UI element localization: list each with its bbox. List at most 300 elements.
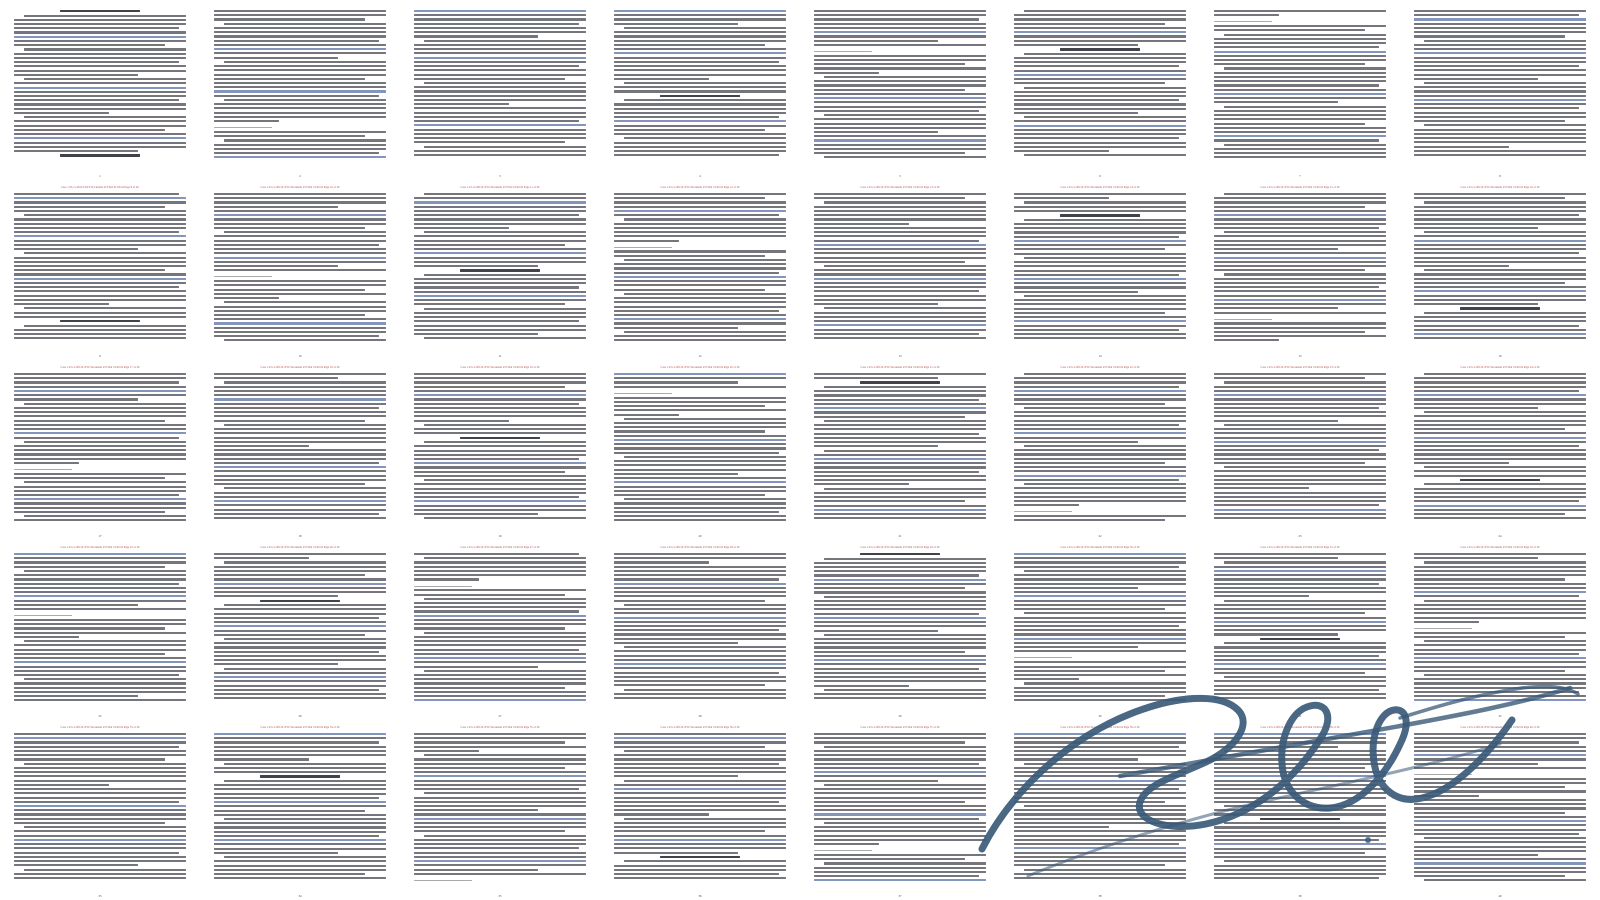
- text-line: [1014, 621, 1186, 623]
- text-line: [1414, 390, 1579, 392]
- page-thumbnail[interactable]: [400, 180, 600, 360]
- text-line: [614, 672, 779, 674]
- text-line: [14, 206, 165, 208]
- page-thumbnail[interactable]: [1400, 720, 1600, 900]
- text-line: [14, 150, 138, 152]
- text-line: [14, 877, 186, 879]
- page-body-text: [1414, 553, 1586, 701]
- text-line: [1214, 201, 1386, 203]
- text-line: [614, 733, 786, 735]
- text-line: [614, 74, 786, 76]
- page-thumbnail[interactable]: [0, 0, 200, 180]
- text-line: [260, 775, 339, 777]
- text-line: [1014, 574, 1186, 576]
- page-thumbnail[interactable]: [0, 360, 200, 540]
- text-line: [814, 813, 986, 815]
- page-number: 29: [898, 714, 902, 718]
- text-line: [414, 843, 586, 845]
- text-line: [414, 44, 586, 46]
- text-line: [214, 235, 386, 237]
- page-case-header: Case 1:23-cv-00123-XYZ Document 45 Filed 01/02/24 Page 19 of 40: [460, 366, 540, 369]
- text-line: [1414, 48, 1586, 50]
- page-thumbnail[interactable]: [200, 360, 400, 540]
- text-line: [1414, 210, 1586, 212]
- text-line: [1424, 312, 1586, 314]
- text-line: [224, 139, 386, 141]
- text-line: [1214, 835, 1386, 837]
- text-line: [1014, 308, 1186, 310]
- text-line: [1414, 316, 1586, 318]
- text-line: [814, 139, 986, 141]
- text-line: [214, 306, 386, 308]
- text-line: [1014, 282, 1186, 284]
- page-thumbnail[interactable]: [400, 720, 600, 900]
- text-line: [14, 591, 186, 593]
- text-line: [214, 865, 386, 867]
- text-line: [814, 801, 965, 803]
- text-line: [214, 583, 386, 585]
- text-line: [1014, 333, 1186, 335]
- text-line: [14, 670, 186, 672]
- text-line: [214, 284, 386, 286]
- text-line: [1014, 657, 1072, 658]
- text-line: [214, 14, 386, 16]
- text-line: [224, 818, 386, 820]
- text-line: [1460, 479, 1539, 481]
- text-line: [14, 82, 186, 84]
- text-line: [1214, 139, 1379, 141]
- text-line: [814, 282, 986, 284]
- text-line: [1414, 628, 1472, 629]
- text-line: [14, 627, 165, 629]
- text-line: [614, 578, 779, 580]
- text-line: [614, 231, 786, 233]
- text-line: [1014, 479, 1179, 481]
- text-line: [1214, 566, 1386, 568]
- text-line: [1414, 587, 1586, 589]
- text-line: [614, 835, 786, 837]
- page-thumbnail[interactable]: [600, 720, 800, 900]
- page-thumbnail[interactable]: [0, 540, 200, 720]
- text-line: [1214, 449, 1379, 451]
- page-number: 11: [498, 354, 502, 358]
- page-body-text: [214, 373, 386, 521]
- page-thumbnail[interactable]: [200, 180, 400, 360]
- text-line: [424, 479, 586, 481]
- text-line: [1024, 407, 1186, 409]
- text-line: [1014, 329, 1179, 331]
- text-line: [214, 458, 386, 460]
- page-thumbnail[interactable]: [0, 720, 200, 900]
- text-line: [814, 252, 986, 254]
- text-line: [214, 293, 386, 295]
- text-line: [1060, 48, 1139, 50]
- text-line: [824, 634, 986, 636]
- text-line: [14, 235, 186, 237]
- text-line: [214, 860, 386, 862]
- text-line: [1214, 63, 1365, 65]
- text-line: [1014, 470, 1186, 472]
- text-line: [14, 775, 186, 777]
- text-line: [1414, 386, 1586, 388]
- page-thumbnail[interactable]: [400, 540, 600, 720]
- page-body-text: [614, 10, 786, 158]
- text-line: [1014, 390, 1186, 392]
- text-line: [224, 668, 386, 670]
- text-line: [14, 91, 186, 93]
- text-line: [414, 95, 586, 97]
- text-line: [414, 257, 586, 259]
- text-line: [1014, 771, 1186, 773]
- text-line: [414, 775, 586, 777]
- text-line: [614, 57, 786, 59]
- text-line: [214, 453, 386, 455]
- page-number: 6: [1099, 174, 1101, 178]
- text-line: [1014, 398, 1186, 400]
- text-line: [1214, 496, 1386, 498]
- text-line: [414, 137, 586, 139]
- page-thumbnail[interactable]: [1200, 720, 1400, 900]
- text-line: [1214, 801, 1309, 803]
- text-line: [1014, 835, 1186, 837]
- text-line: [14, 758, 165, 760]
- text-line: [614, 401, 786, 403]
- text-line: [1414, 57, 1586, 59]
- page-body-text: [14, 10, 186, 158]
- text-line: [1214, 668, 1386, 670]
- text-line: [1414, 858, 1586, 860]
- page-thumbnail[interactable]: [800, 180, 1000, 360]
- text-line: [414, 661, 586, 663]
- text-line: [614, 839, 786, 841]
- text-line: [614, 784, 786, 786]
- text-line: [24, 116, 186, 118]
- page-thumbnail[interactable]: [1000, 0, 1200, 180]
- text-line: [14, 390, 186, 392]
- text-line: [214, 797, 379, 799]
- text-line: [1014, 553, 1186, 555]
- page-thumbnail[interactable]: [400, 360, 600, 540]
- text-line: [814, 608, 986, 610]
- page-thumbnail[interactable]: [1400, 540, 1600, 720]
- text-line: [614, 120, 786, 122]
- text-line: [614, 227, 786, 229]
- text-line: [1014, 519, 1165, 521]
- text-line: [1014, 223, 1186, 225]
- text-line: [1214, 487, 1309, 489]
- text-line: [624, 689, 786, 691]
- text-line: [214, 445, 309, 447]
- text-line: [414, 636, 586, 638]
- text-line: [1014, 674, 1186, 676]
- text-line: [14, 674, 179, 676]
- page-thumbnail[interactable]: [800, 360, 1000, 540]
- text-line: [14, 248, 138, 250]
- text-line: [814, 144, 986, 146]
- text-line: [1414, 206, 1586, 208]
- text-line: [1014, 137, 1179, 139]
- text-line: [1014, 244, 1186, 246]
- text-line: [614, 642, 738, 644]
- text-line: [14, 830, 186, 832]
- page-thumbnail[interactable]: [1200, 180, 1400, 360]
- text-line: [414, 687, 565, 689]
- page-body-text: [1414, 733, 1586, 881]
- text-line: [614, 591, 786, 593]
- text-line: [1414, 517, 1586, 519]
- page-number: 18: [298, 534, 302, 538]
- page-thumbnail[interactable]: [600, 0, 800, 180]
- text-line: [414, 48, 586, 50]
- text-line: [14, 682, 186, 684]
- text-line: [414, 86, 586, 88]
- page-thumbnail[interactable]: [1000, 180, 1200, 360]
- page-body-text: [814, 193, 986, 341]
- text-line: [214, 587, 386, 589]
- text-line: [14, 574, 186, 576]
- text-line: [624, 293, 786, 295]
- text-line: [214, 52, 386, 54]
- text-line: [624, 604, 786, 606]
- page-thumbnail[interactable]: [200, 540, 400, 720]
- text-line: [1424, 231, 1586, 233]
- text-line: [214, 504, 386, 506]
- text-line: [24, 15, 186, 17]
- text-line: [1414, 31, 1586, 33]
- text-line: [814, 758, 986, 760]
- page-thumbnail[interactable]: [0, 180, 200, 360]
- text-line: [214, 248, 386, 250]
- text-line: [1214, 335, 1386, 337]
- text-line: [14, 269, 165, 271]
- page-thumbnail[interactable]: [800, 540, 1000, 720]
- text-line: [14, 666, 186, 668]
- page-thumbnail[interactable]: [1200, 540, 1400, 720]
- page-thumbnail[interactable]: [200, 720, 400, 900]
- text-line: [1214, 148, 1386, 150]
- text-line: [814, 403, 986, 405]
- text-line: [614, 14, 786, 16]
- text-line: [214, 642, 386, 644]
- page-thumbnail[interactable]: [1400, 180, 1600, 360]
- text-line: [1214, 813, 1386, 815]
- text-line: [414, 589, 586, 591]
- text-line: [1414, 116, 1586, 118]
- text-line: [14, 265, 186, 267]
- text-line: [614, 746, 765, 748]
- text-line: [814, 613, 979, 615]
- page-thumbnail[interactable]: [1200, 360, 1400, 540]
- text-line: [1214, 617, 1386, 619]
- page-body-text: [1414, 10, 1586, 158]
- page-thumbnail[interactable]: [600, 180, 800, 360]
- page-thumbnail[interactable]: [800, 720, 1000, 900]
- text-line: [1414, 453, 1586, 455]
- text-line: [824, 265, 986, 267]
- text-line: [614, 133, 786, 135]
- text-line: [414, 458, 579, 460]
- text-line: [214, 873, 365, 875]
- text-line: [14, 873, 186, 875]
- text-line: [214, 201, 386, 203]
- text-line: [1014, 437, 1186, 439]
- text-line: [424, 670, 586, 672]
- text-line: [1224, 106, 1386, 108]
- text-line: [614, 809, 786, 811]
- text-line: [814, 399, 979, 401]
- text-line: [1214, 248, 1338, 250]
- text-line: [14, 636, 79, 638]
- text-line: [14, 649, 186, 651]
- text-line: [614, 154, 779, 156]
- text-line: [1414, 252, 1579, 254]
- text-line: [14, 600, 186, 602]
- text-line: [814, 517, 986, 519]
- text-line: [1414, 695, 1586, 697]
- text-line: [1414, 23, 1586, 25]
- text-line: [414, 610, 579, 612]
- text-line: [1414, 137, 1586, 139]
- page-thumbnail[interactable]: [1400, 360, 1600, 540]
- page-case-header: Case 1:23-cv-00123-XYZ Document 45 Filed 01/02/24 Page 34 of 40: [260, 726, 340, 729]
- text-line: [1214, 557, 1338, 559]
- text-line: [414, 316, 586, 318]
- page-thumbnail[interactable]: [1000, 540, 1200, 720]
- page-body-text: [414, 373, 586, 521]
- text-line: [614, 263, 786, 265]
- text-line: [1024, 869, 1186, 871]
- text-line: [1214, 252, 1386, 254]
- text-line: [860, 553, 939, 555]
- text-line: [1014, 666, 1186, 668]
- page-number: 37: [898, 894, 902, 898]
- text-line: [1214, 303, 1386, 305]
- text-line: [614, 422, 786, 424]
- text-line: [1414, 649, 1586, 651]
- text-line: [14, 57, 186, 59]
- text-line: [1214, 441, 1386, 443]
- text-line: [214, 557, 309, 559]
- text-line: [214, 517, 386, 519]
- text-line: [824, 689, 986, 691]
- text-line: [14, 809, 186, 811]
- page-thumbnail[interactable]: [1200, 0, 1400, 180]
- text-line: [414, 52, 586, 54]
- text-line: [414, 839, 586, 841]
- text-line: [14, 557, 186, 559]
- text-line: [214, 74, 386, 76]
- text-line: [814, 110, 979, 112]
- page-thumbnail[interactable]: [600, 540, 800, 720]
- text-line: [814, 206, 986, 208]
- text-line: [424, 441, 586, 443]
- text-line: [414, 496, 579, 498]
- text-line: [14, 553, 186, 555]
- text-line: [624, 218, 786, 220]
- text-line: [614, 426, 786, 428]
- text-line: [824, 386, 986, 388]
- page-body-text: [814, 553, 986, 701]
- text-line: [414, 69, 586, 71]
- text-line: [214, 676, 386, 678]
- text-line: [1214, 123, 1365, 125]
- page-thumbnail[interactable]: [400, 0, 600, 180]
- text-line: [614, 680, 786, 682]
- text-line: [1014, 432, 1186, 434]
- text-line: [1414, 666, 1586, 668]
- text-line: [414, 873, 586, 875]
- text-line: [414, 623, 586, 625]
- text-line: [1224, 231, 1386, 233]
- text-line: [1214, 839, 1379, 841]
- text-line: [214, 509, 386, 511]
- text-line: [214, 218, 386, 220]
- page-case-header: Case 1:23-cv-00123-XYZ Document 45 Filed 01/02/24 Page 37 of 40: [860, 726, 940, 729]
- page-thumbnail[interactable]: [1000, 720, 1200, 900]
- page-thumbnail[interactable]: [1400, 0, 1600, 180]
- text-line: [1214, 42, 1386, 44]
- page-thumbnail[interactable]: [1000, 360, 1200, 540]
- text-line: [414, 373, 586, 375]
- text-line: [14, 632, 186, 634]
- text-line: [1214, 127, 1386, 129]
- text-line: [1414, 240, 1586, 242]
- page-thumbnail[interactable]: [800, 0, 1000, 180]
- page-thumbnail[interactable]: [600, 360, 800, 540]
- page-number: 22: [1098, 534, 1102, 538]
- text-line: [14, 432, 186, 434]
- text-line: [814, 492, 986, 494]
- text-line: [1014, 411, 1186, 413]
- text-line: [1014, 57, 1186, 59]
- text-line: [1214, 646, 1386, 648]
- text-line: [814, 235, 986, 237]
- text-line: [814, 655, 986, 657]
- text-line: [614, 570, 786, 572]
- page-number: 24: [1498, 534, 1502, 538]
- text-line: [14, 486, 186, 488]
- text-line: [614, 460, 786, 462]
- page-number: 7: [1299, 174, 1301, 178]
- text-line: [814, 441, 986, 443]
- text-line: [814, 248, 986, 250]
- text-line: [1014, 236, 1179, 238]
- text-line: [1214, 788, 1386, 790]
- page-body-text: [1014, 553, 1186, 701]
- text-line: [824, 746, 986, 748]
- text-line: [260, 600, 339, 602]
- page-number: 34: [298, 894, 302, 898]
- page-thumbnail[interactable]: [200, 0, 400, 180]
- text-line: [1014, 95, 1186, 97]
- text-line: [14, 424, 186, 426]
- text-line: [1214, 865, 1386, 867]
- text-line: [214, 327, 386, 329]
- page-number: 17: [98, 534, 102, 538]
- text-line: [614, 235, 786, 237]
- text-line: [1414, 69, 1586, 71]
- text-line: [614, 758, 786, 760]
- text-line: [1414, 261, 1586, 263]
- text-line: [1014, 278, 1186, 280]
- page-body-text: [214, 193, 386, 341]
- text-line: [814, 299, 986, 301]
- text-line: [214, 737, 386, 739]
- text-line: [1414, 566, 1586, 568]
- text-line: [614, 830, 765, 832]
- text-line: [1014, 642, 1186, 644]
- text-line: [1014, 74, 1186, 76]
